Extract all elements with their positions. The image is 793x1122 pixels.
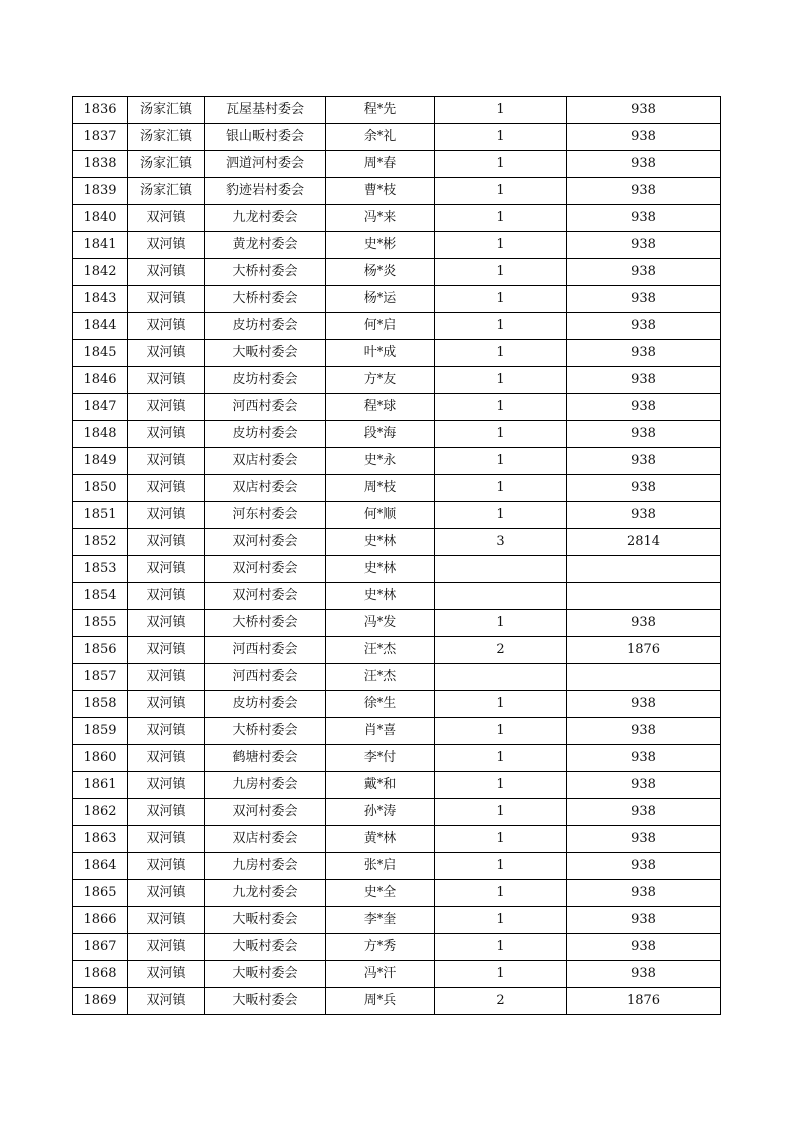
village-committee-cell: 河西村委会 <box>205 637 326 664</box>
table-row <box>73 367 721 394</box>
amount-cell: 1876 <box>567 988 721 1015</box>
count-cell: 3 <box>435 529 567 556</box>
town-cell: 双河镇 <box>128 880 205 907</box>
town-cell: 双河镇 <box>128 367 205 394</box>
village-committee-cell: 皮坊村委会 <box>205 367 326 394</box>
village-committee-cell: 大桥村委会 <box>205 286 326 313</box>
amount-cell: 938 <box>567 745 721 772</box>
person-name-cell: 史*全 <box>326 880 435 907</box>
subsidy-table <box>72 96 721 1015</box>
count-cell: 1 <box>435 232 567 259</box>
person-name-cell: 汪*杰 <box>326 664 435 691</box>
table-row <box>73 340 721 367</box>
town-cell: 双河镇 <box>128 988 205 1015</box>
person-name-cell: 何*启 <box>326 313 435 340</box>
row-number-cell: 1849 <box>73 448 128 475</box>
count-cell: 1 <box>435 718 567 745</box>
count-cell: 2 <box>435 637 567 664</box>
person-name-cell: 史*彬 <box>326 232 435 259</box>
amount-cell <box>567 583 721 610</box>
person-name-cell: 戴*和 <box>326 772 435 799</box>
table-row <box>73 988 721 1015</box>
town-cell: 汤家汇镇 <box>128 124 205 151</box>
count-cell: 1 <box>435 691 567 718</box>
town-cell: 双河镇 <box>128 799 205 826</box>
town-cell: 双河镇 <box>128 826 205 853</box>
person-name-cell: 史*林 <box>326 583 435 610</box>
row-number-cell: 1839 <box>73 178 128 205</box>
town-cell: 双河镇 <box>128 259 205 286</box>
count-cell: 1 <box>435 961 567 988</box>
town-cell: 汤家汇镇 <box>128 151 205 178</box>
amount-cell: 938 <box>567 205 721 232</box>
table-row <box>73 178 721 205</box>
village-committee-cell: 皮坊村委会 <box>205 313 326 340</box>
table-row <box>73 394 721 421</box>
table-row <box>73 529 721 556</box>
row-number-cell: 1855 <box>73 610 128 637</box>
town-cell: 双河镇 <box>128 772 205 799</box>
person-name-cell: 徐*生 <box>326 691 435 718</box>
amount-cell: 938 <box>567 907 721 934</box>
table-row <box>73 610 721 637</box>
person-name-cell: 史*永 <box>326 448 435 475</box>
town-cell: 双河镇 <box>128 421 205 448</box>
count-cell: 1 <box>435 313 567 340</box>
person-name-cell: 方*秀 <box>326 934 435 961</box>
count-cell: 1 <box>435 853 567 880</box>
count-cell: 1 <box>435 745 567 772</box>
village-committee-cell: 九房村委会 <box>205 772 326 799</box>
row-number-cell: 1865 <box>73 880 128 907</box>
table-row <box>73 799 721 826</box>
town-cell: 双河镇 <box>128 745 205 772</box>
amount-cell: 938 <box>567 853 721 880</box>
table-row <box>73 448 721 475</box>
amount-cell <box>567 664 721 691</box>
row-number-cell: 1844 <box>73 313 128 340</box>
person-name-cell: 李*付 <box>326 745 435 772</box>
count-cell: 1 <box>435 907 567 934</box>
row-number-cell: 1863 <box>73 826 128 853</box>
town-cell: 双河镇 <box>128 529 205 556</box>
town-cell: 双河镇 <box>128 502 205 529</box>
amount-cell: 938 <box>567 799 721 826</box>
town-cell: 汤家汇镇 <box>128 178 205 205</box>
amount-cell: 938 <box>567 178 721 205</box>
person-name-cell: 史*林 <box>326 529 435 556</box>
village-committee-cell: 大畈村委会 <box>205 988 326 1015</box>
count-cell: 1 <box>435 772 567 799</box>
count-cell: 1 <box>435 97 567 124</box>
count-cell <box>435 583 567 610</box>
person-name-cell: 黄*林 <box>326 826 435 853</box>
table-row <box>73 583 721 610</box>
village-committee-cell: 双河村委会 <box>205 583 326 610</box>
row-number-cell: 1841 <box>73 232 128 259</box>
amount-cell: 1876 <box>567 637 721 664</box>
town-cell: 汤家汇镇 <box>128 97 205 124</box>
amount-cell: 938 <box>567 151 721 178</box>
town-cell: 双河镇 <box>128 340 205 367</box>
person-name-cell: 冯*汗 <box>326 961 435 988</box>
village-committee-cell: 银山畈村委会 <box>205 124 326 151</box>
town-cell: 双河镇 <box>128 286 205 313</box>
village-committee-cell: 泗道河村委会 <box>205 151 326 178</box>
amount-cell: 938 <box>567 826 721 853</box>
row-number-cell: 1856 <box>73 637 128 664</box>
amount-cell: 938 <box>567 232 721 259</box>
town-cell: 双河镇 <box>128 664 205 691</box>
row-number-cell: 1838 <box>73 151 128 178</box>
village-committee-cell: 大畈村委会 <box>205 934 326 961</box>
amount-cell: 938 <box>567 961 721 988</box>
row-number-cell: 1837 <box>73 124 128 151</box>
person-name-cell: 周*兵 <box>326 988 435 1015</box>
amount-cell: 938 <box>567 448 721 475</box>
count-cell <box>435 664 567 691</box>
count-cell: 1 <box>435 610 567 637</box>
table-row <box>73 502 721 529</box>
row-number-cell: 1868 <box>73 961 128 988</box>
count-cell: 1 <box>435 394 567 421</box>
amount-cell: 938 <box>567 367 721 394</box>
row-number-cell: 1860 <box>73 745 128 772</box>
table-row <box>73 745 721 772</box>
row-number-cell: 1866 <box>73 907 128 934</box>
town-cell: 双河镇 <box>128 448 205 475</box>
village-committee-cell: 皮坊村委会 <box>205 691 326 718</box>
amount-cell: 938 <box>567 421 721 448</box>
person-name-cell: 孙*涛 <box>326 799 435 826</box>
town-cell: 双河镇 <box>128 691 205 718</box>
table-row <box>73 205 721 232</box>
village-committee-cell: 双店村委会 <box>205 826 326 853</box>
table-row <box>73 907 721 934</box>
table-row <box>73 232 721 259</box>
village-committee-cell: 大畈村委会 <box>205 340 326 367</box>
village-committee-cell: 双店村委会 <box>205 448 326 475</box>
town-cell: 双河镇 <box>128 475 205 502</box>
count-cell: 1 <box>435 502 567 529</box>
row-number-cell: 1843 <box>73 286 128 313</box>
row-number-cell: 1847 <box>73 394 128 421</box>
table-row <box>73 313 721 340</box>
person-name-cell: 程*先 <box>326 97 435 124</box>
count-cell: 1 <box>435 151 567 178</box>
village-committee-cell: 河西村委会 <box>205 664 326 691</box>
person-name-cell: 李*奎 <box>326 907 435 934</box>
village-committee-cell: 九房村委会 <box>205 853 326 880</box>
count-cell: 1 <box>435 340 567 367</box>
amount-cell: 938 <box>567 313 721 340</box>
table-body <box>73 97 721 1015</box>
row-number-cell: 1848 <box>73 421 128 448</box>
table-row <box>73 151 721 178</box>
town-cell: 双河镇 <box>128 556 205 583</box>
village-committee-cell: 双店村委会 <box>205 475 326 502</box>
town-cell: 双河镇 <box>128 934 205 961</box>
town-cell: 双河镇 <box>128 610 205 637</box>
count-cell: 1 <box>435 421 567 448</box>
amount-cell <box>567 556 721 583</box>
table-row <box>73 637 721 664</box>
village-committee-cell: 大桥村委会 <box>205 610 326 637</box>
person-name-cell: 周*枝 <box>326 475 435 502</box>
person-name-cell: 冯*发 <box>326 610 435 637</box>
village-committee-cell: 双河村委会 <box>205 529 326 556</box>
row-number-cell: 1842 <box>73 259 128 286</box>
table-row <box>73 475 721 502</box>
village-committee-cell: 双河村委会 <box>205 556 326 583</box>
count-cell: 1 <box>435 934 567 961</box>
row-number-cell: 1857 <box>73 664 128 691</box>
person-name-cell: 周*春 <box>326 151 435 178</box>
table-row <box>73 664 721 691</box>
village-committee-cell: 河西村委会 <box>205 394 326 421</box>
amount-cell: 938 <box>567 286 721 313</box>
person-name-cell: 曹*枝 <box>326 178 435 205</box>
row-number-cell: 1840 <box>73 205 128 232</box>
amount-cell: 938 <box>567 394 721 421</box>
count-cell <box>435 556 567 583</box>
town-cell: 双河镇 <box>128 718 205 745</box>
person-name-cell: 段*海 <box>326 421 435 448</box>
table-row <box>73 421 721 448</box>
village-committee-cell: 大桥村委会 <box>205 718 326 745</box>
table-row <box>73 97 721 124</box>
village-committee-cell: 黄龙村委会 <box>205 232 326 259</box>
count-cell: 1 <box>435 178 567 205</box>
row-number-cell: 1845 <box>73 340 128 367</box>
village-committee-cell: 双河村委会 <box>205 799 326 826</box>
count-cell: 1 <box>435 367 567 394</box>
person-name-cell: 汪*杰 <box>326 637 435 664</box>
count-cell: 1 <box>435 448 567 475</box>
person-name-cell: 杨*运 <box>326 286 435 313</box>
person-name-cell: 余*礼 <box>326 124 435 151</box>
town-cell: 双河镇 <box>128 232 205 259</box>
person-name-cell: 方*友 <box>326 367 435 394</box>
table-row <box>73 853 721 880</box>
amount-cell: 938 <box>567 475 721 502</box>
amount-cell: 938 <box>567 340 721 367</box>
count-cell: 1 <box>435 880 567 907</box>
row-number-cell: 1853 <box>73 556 128 583</box>
person-name-cell: 冯*来 <box>326 205 435 232</box>
table-row <box>73 826 721 853</box>
town-cell: 双河镇 <box>128 583 205 610</box>
amount-cell: 938 <box>567 610 721 637</box>
table-row <box>73 259 721 286</box>
row-number-cell: 1862 <box>73 799 128 826</box>
amount-cell: 938 <box>567 772 721 799</box>
table-row <box>73 691 721 718</box>
town-cell: 双河镇 <box>128 205 205 232</box>
person-name-cell: 史*林 <box>326 556 435 583</box>
table-row <box>73 961 721 988</box>
town-cell: 双河镇 <box>128 853 205 880</box>
row-number-cell: 1864 <box>73 853 128 880</box>
table-row <box>73 772 721 799</box>
town-cell: 双河镇 <box>128 907 205 934</box>
count-cell: 1 <box>435 799 567 826</box>
village-committee-cell: 九龙村委会 <box>205 205 326 232</box>
row-number-cell: 1869 <box>73 988 128 1015</box>
person-name-cell: 肖*喜 <box>326 718 435 745</box>
person-name-cell: 张*启 <box>326 853 435 880</box>
row-number-cell: 1836 <box>73 97 128 124</box>
count-cell: 2 <box>435 988 567 1015</box>
row-number-cell: 1851 <box>73 502 128 529</box>
amount-cell: 938 <box>567 691 721 718</box>
row-number-cell: 1859 <box>73 718 128 745</box>
row-number-cell: 1867 <box>73 934 128 961</box>
table-row <box>73 718 721 745</box>
amount-cell: 938 <box>567 259 721 286</box>
amount-cell: 938 <box>567 718 721 745</box>
village-committee-cell: 皮坊村委会 <box>205 421 326 448</box>
village-committee-cell: 大畈村委会 <box>205 961 326 988</box>
table-row <box>73 286 721 313</box>
table-row <box>73 934 721 961</box>
village-committee-cell: 鹤塘村委会 <box>205 745 326 772</box>
village-committee-cell: 九龙村委会 <box>205 880 326 907</box>
village-committee-cell: 豹迹岩村委会 <box>205 178 326 205</box>
village-committee-cell: 河东村委会 <box>205 502 326 529</box>
town-cell: 双河镇 <box>128 313 205 340</box>
count-cell: 1 <box>435 205 567 232</box>
person-name-cell: 杨*炎 <box>326 259 435 286</box>
person-name-cell: 程*球 <box>326 394 435 421</box>
village-committee-cell: 瓦屋基村委会 <box>205 97 326 124</box>
row-number-cell: 1861 <box>73 772 128 799</box>
village-committee-cell: 大桥村委会 <box>205 259 326 286</box>
count-cell: 1 <box>435 475 567 502</box>
count-cell: 1 <box>435 259 567 286</box>
village-committee-cell: 大畈村委会 <box>205 907 326 934</box>
count-cell: 1 <box>435 124 567 151</box>
row-number-cell: 1858 <box>73 691 128 718</box>
table-row <box>73 880 721 907</box>
amount-cell: 2814 <box>567 529 721 556</box>
row-number-cell: 1850 <box>73 475 128 502</box>
town-cell: 双河镇 <box>128 961 205 988</box>
table-row <box>73 556 721 583</box>
town-cell: 双河镇 <box>128 637 205 664</box>
row-number-cell: 1854 <box>73 583 128 610</box>
person-name-cell: 叶*成 <box>326 340 435 367</box>
amount-cell: 938 <box>567 880 721 907</box>
amount-cell: 938 <box>567 934 721 961</box>
table-row <box>73 124 721 151</box>
town-cell: 双河镇 <box>128 394 205 421</box>
count-cell: 1 <box>435 826 567 853</box>
amount-cell: 938 <box>567 97 721 124</box>
person-name-cell: 何*顺 <box>326 502 435 529</box>
amount-cell: 938 <box>567 502 721 529</box>
row-number-cell: 1846 <box>73 367 128 394</box>
amount-cell: 938 <box>567 124 721 151</box>
count-cell: 1 <box>435 286 567 313</box>
row-number-cell: 1852 <box>73 529 128 556</box>
